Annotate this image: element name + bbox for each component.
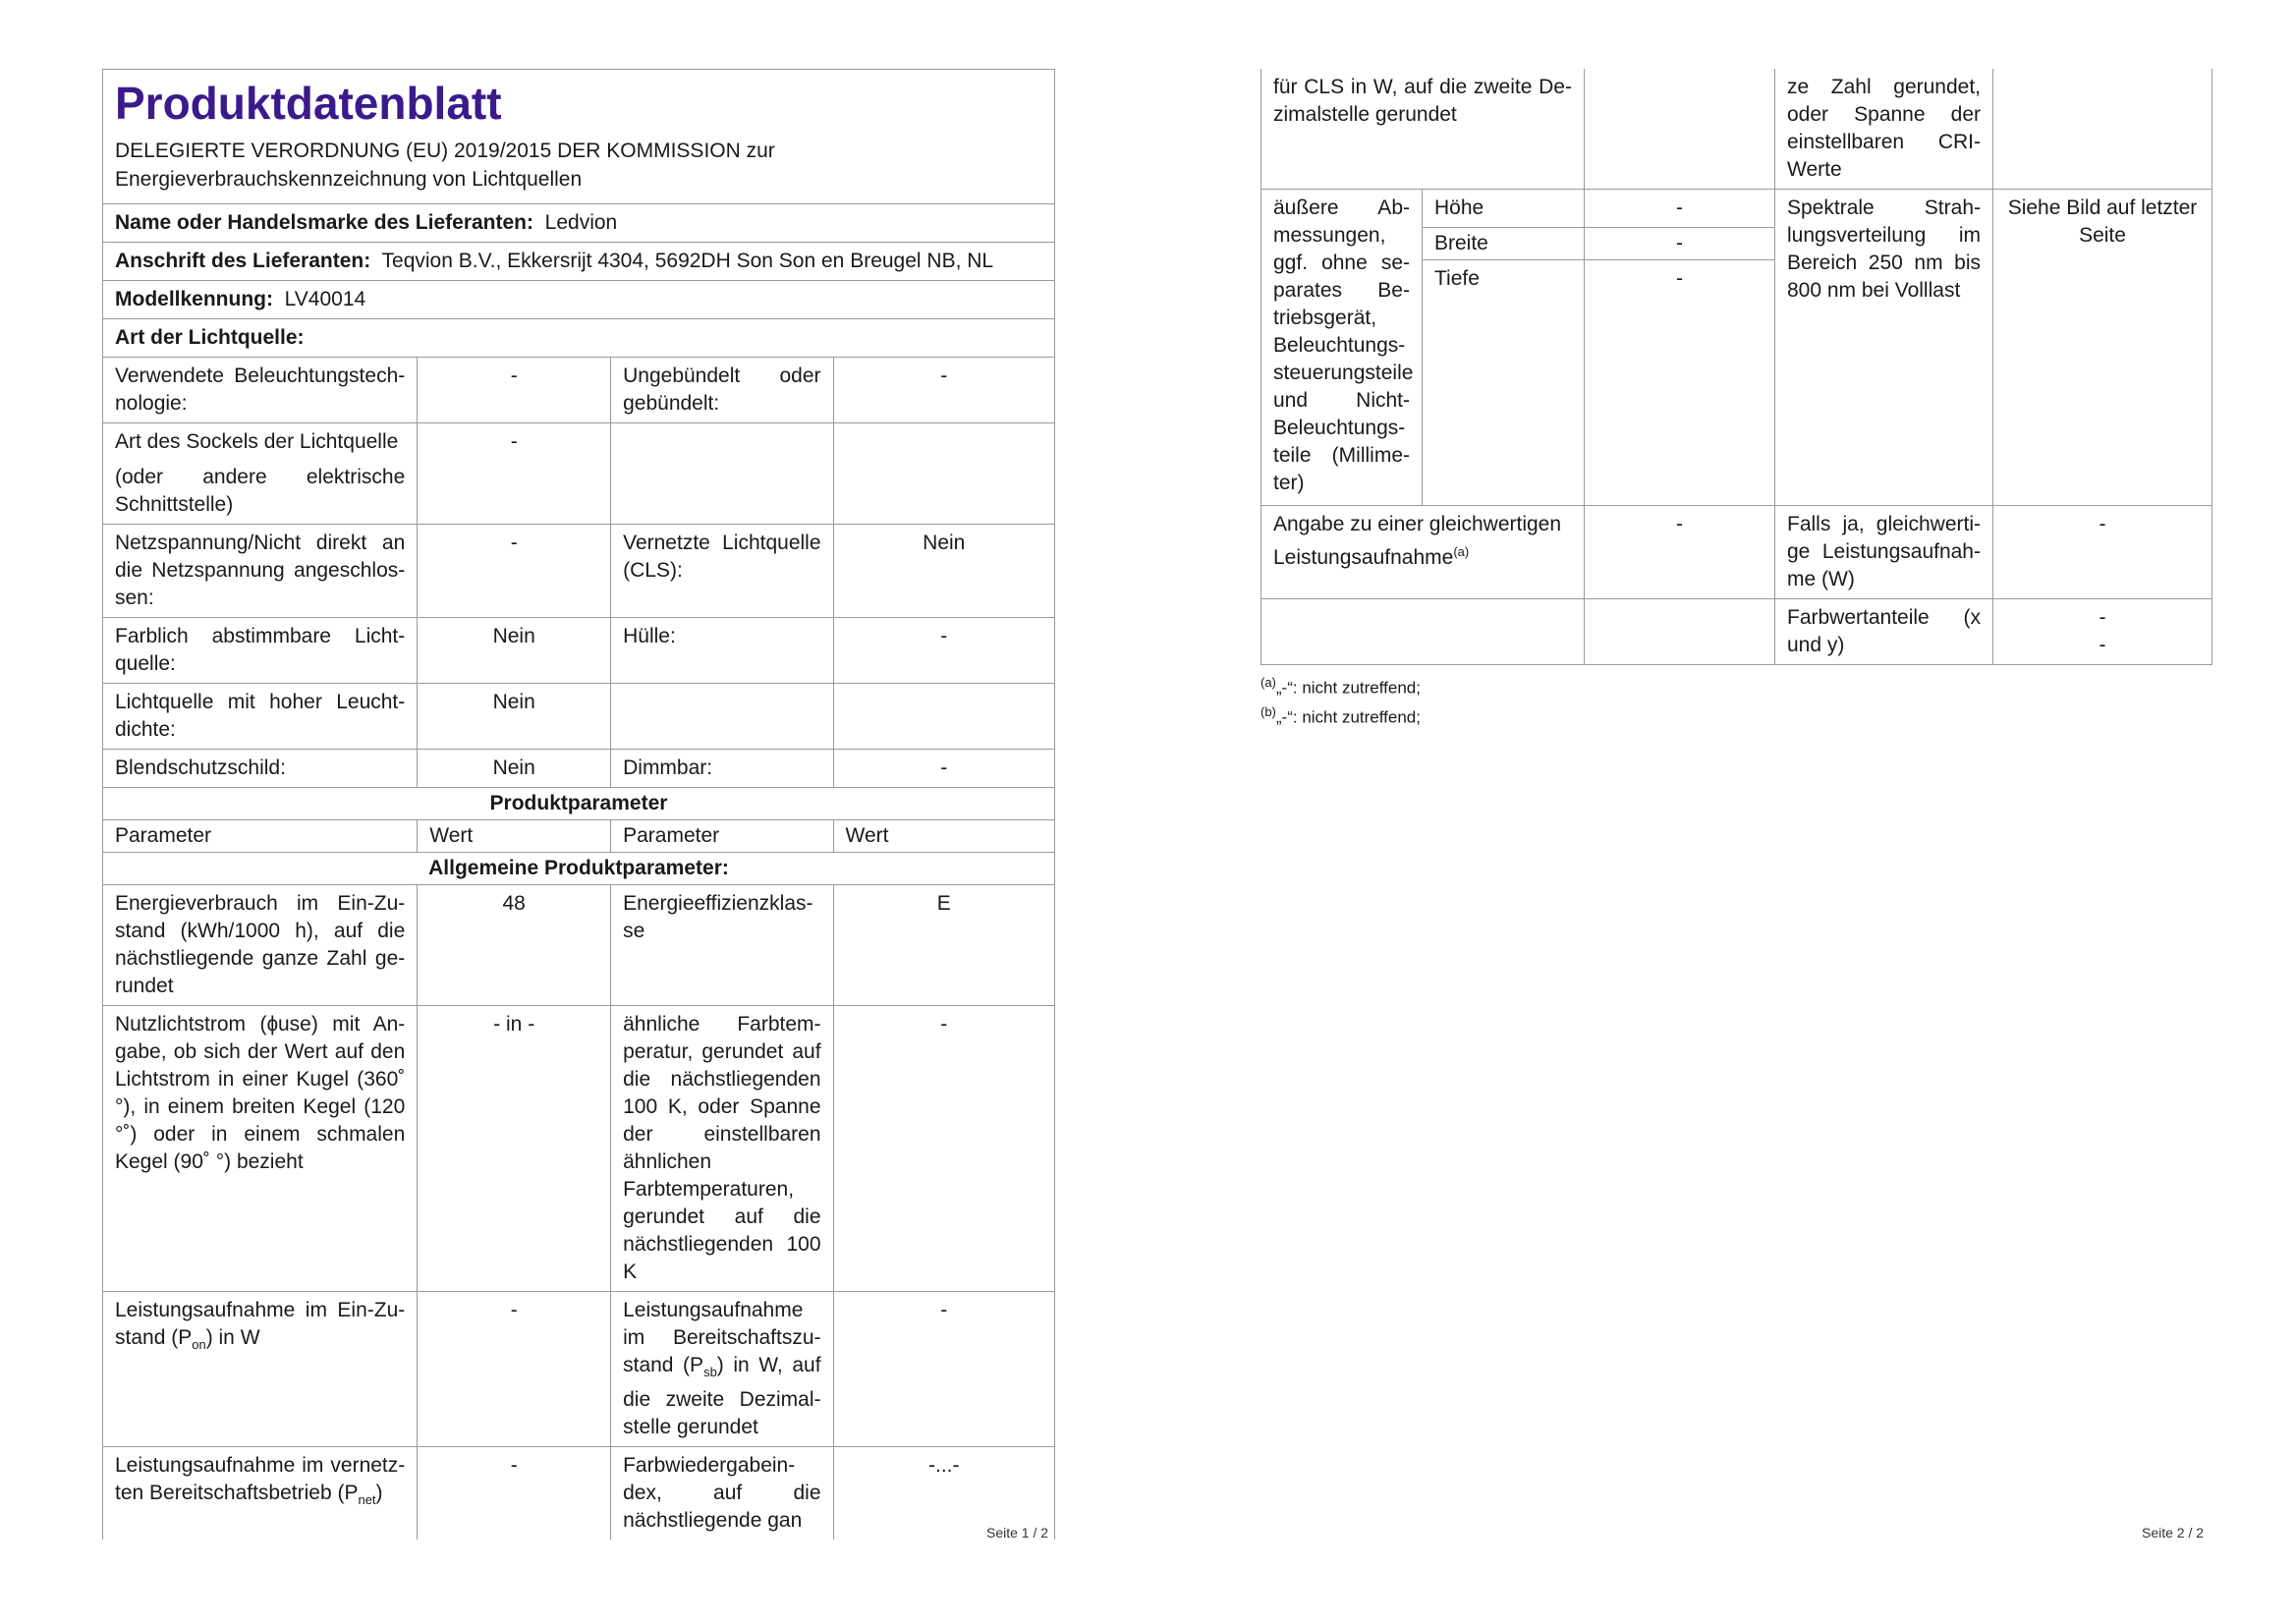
- width-label: Breite: [1423, 228, 1585, 260]
- datasheet-table-continued: [1260, 69, 2212, 665]
- header-cell: [103, 70, 1055, 204]
- table-row: [1261, 506, 2212, 599]
- datasheet-table: [102, 69, 1055, 1540]
- column-header: Wert: [833, 820, 1054, 853]
- column-header: Wert: [418, 820, 611, 853]
- cell-label: [103, 423, 418, 525]
- model-row: [103, 281, 1055, 319]
- cell-label: Vernetzte Lichtquelle (CLS):: [611, 525, 833, 618]
- page-2: [1260, 69, 2212, 729]
- table-row: [103, 423, 1055, 525]
- section-heading-product-parameters: Produktparameter: [103, 788, 1055, 820]
- regulation-subtitle: DELEGIERTE VERORDNUNG (EU) 2019/2015 DER KOMMISSION zur Energieverbrauchskennzeichnung von Lichtquellen: [115, 140, 775, 191]
- cell-value: - in -: [418, 1006, 611, 1292]
- empty-cell: [1585, 69, 1775, 190]
- cell-value: -: [833, 750, 1054, 788]
- standby-subscript: sb: [703, 1365, 717, 1380]
- net-standby-suffix: ): [375, 1482, 383, 1505]
- table-row: [1261, 599, 2212, 665]
- standby-unit: ) in W, auf die zweite Dezimalstelle gerundet: [623, 1354, 821, 1439]
- supplier-address-row: [103, 243, 1055, 281]
- cell-label: Dimmbar:: [611, 750, 833, 788]
- cell-value: Nein: [418, 618, 611, 684]
- footnote-a-marker: (a): [1260, 675, 1276, 690]
- cell-value: -: [833, 1292, 1054, 1447]
- empty-cell: [1993, 69, 2212, 190]
- footnotes: [1260, 671, 2212, 729]
- socket-label: Art des Sockels der Lichtquelle: [115, 430, 399, 453]
- address-label: Anschrift des Lieferanten:: [115, 250, 371, 272]
- height-value: -: [1585, 190, 1775, 228]
- table-row: [103, 1006, 1055, 1292]
- footnote-marker: (a): [1453, 544, 1470, 559]
- cell-label: für CLS in W, auf die zweite Dezimalstelle gerundet: [1261, 69, 1585, 190]
- dimensions-label: äußere Abmessungen, ggf. ohne separates Betriebsgerät, Beleuchtungssteuerungsteile und Nicht-Beleuchtungsteile (Millimeter): [1261, 190, 1423, 506]
- section-heading-general: Allgemeine Produktparameter:: [103, 853, 1055, 885]
- cell-label: Farbwertanteile (x und y): [1775, 599, 1993, 665]
- power-on-label: Leistungsaufnahme im Ein-Zustand (P: [115, 1299, 406, 1349]
- light-type-label: Art der Lichtquelle:: [115, 326, 305, 349]
- net-standby-label: Leistungsaufnahme im vernetzten Bereitschaftsbetrieb (P: [115, 1454, 406, 1505]
- cell-label: Nutzlichtstrom (ɸuse) mit Angabe, ob sich der Wert auf den Lichtstrom in einer Kugel (360˚ °), in einem breiten Kegel (120 °˚) oder in einem schmalen Kegel (90˚ °) bezieht: [103, 1006, 418, 1292]
- cell-value: -: [833, 1006, 1054, 1292]
- height-label: Höhe: [1423, 190, 1585, 228]
- empty-cell: [611, 684, 833, 750]
- cell-value: [1993, 599, 2212, 665]
- cell-label: [103, 1292, 418, 1447]
- empty-cell: [1261, 599, 1585, 665]
- empty-cell: [833, 684, 1054, 750]
- table-row: [103, 885, 1055, 1006]
- cell-label: ze Zahl gerundet, oder Spanne der einstellbaren CRI-Werte: [1775, 69, 1993, 190]
- net-standby-subscript: net: [358, 1492, 376, 1508]
- chromaticity-x: -: [2099, 606, 2106, 629]
- cell-value: -: [418, 358, 611, 423]
- page-number: Seite 2 / 2: [2142, 1525, 2205, 1540]
- cell-label: Blendschutzschild:: [103, 750, 418, 788]
- footnote-b: [1260, 700, 2212, 730]
- table-row: [103, 358, 1055, 423]
- cell-label: Farblich abstimmbare Lichtquelle:: [103, 618, 418, 684]
- footnote-b-text: „-“: nicht zutreffend;: [1275, 707, 1421, 727]
- cell-value: -: [833, 358, 1054, 423]
- cell-value: -: [1993, 506, 2212, 599]
- cell-label: Farbwiedergabeindex, auf die nächstliegende gan: [611, 1447, 833, 1540]
- cell-label: Verwendete Beleuchtungstechnologie:: [103, 358, 418, 423]
- table-row: [103, 1292, 1055, 1447]
- table-row: [1261, 69, 2212, 190]
- cell-label: [103, 1447, 418, 1540]
- cell-label: Netzspannung/Nicht direkt an die Netzspannung angeschlossen:: [103, 525, 418, 618]
- standby-label: Leistungsaufnahme im Bereitschaftszustand (P: [623, 1299, 821, 1376]
- footnote-a-text: „-“: nicht zutreffend;: [1275, 678, 1421, 698]
- supplier-name-row: [103, 204, 1055, 243]
- cell-value: -: [1585, 506, 1775, 599]
- column-header: Parameter: [611, 820, 833, 853]
- cell-label: Energieverbrauch im Ein-Zustand (kWh/1000 h), auf die nächstliegende ganze Zahl gerundet: [103, 885, 418, 1006]
- address-value: Teqvion B.V., Ekkersrijt 4304, 5692DH Son Son en Breugel NB, NL: [381, 250, 994, 272]
- socket-note: (oder andere elektrische Schnittstelle): [115, 466, 406, 516]
- spectral-label: Spektrale Strahlungsverteilung im Bereich 250 nm bis 800 nm bei Volllast: [1775, 190, 1993, 506]
- cell-value: Nein: [418, 750, 611, 788]
- page-1: [102, 69, 1055, 1540]
- cell-label: ähnliche Farbtemperatur, gerundet auf die nächstliegenden 100 K, oder Spanne der einstellbaren ähnlichen Farbtemperaturen, gerundet auf die nächstliegenden 100 K: [611, 1006, 833, 1292]
- footnote-b-marker: (b): [1260, 703, 1276, 719]
- cell-value: -...-: [833, 1447, 1054, 1540]
- empty-cell: [1585, 599, 1775, 665]
- table-row: [103, 525, 1055, 618]
- cell-label: Hülle:: [611, 618, 833, 684]
- column-header: Parameter: [103, 820, 418, 853]
- supplier-name-value: Ledvion: [544, 211, 618, 234]
- chromaticity-y: -: [2099, 634, 2106, 656]
- cell-value: -: [833, 618, 1054, 684]
- table-row: [1261, 190, 2212, 228]
- power-on-unit: ) in W: [205, 1326, 260, 1349]
- cell-label: Lichtquelle mit hoher Leuchtdichte:: [103, 684, 418, 750]
- cell-value: 48: [418, 885, 611, 1006]
- model-label: Modellkennung:: [115, 288, 273, 310]
- cell-value: -: [418, 525, 611, 618]
- page-number: Seite 1 / 2: [986, 1525, 1049, 1540]
- cell-value: -: [418, 1292, 611, 1447]
- table-row: [103, 618, 1055, 684]
- document-title: Produktdatenblatt: [115, 78, 502, 129]
- width-value: -: [1585, 228, 1775, 260]
- empty-cell: [833, 423, 1054, 525]
- table-row: [103, 750, 1055, 788]
- depth-value: -: [1585, 260, 1775, 506]
- equivalent-power-label: Angabe zu einer gleichwertigen Leistungsaufnahme: [1273, 513, 1562, 569]
- cell-value: Nein: [418, 684, 611, 750]
- cell-label: [611, 1292, 833, 1447]
- cell-label: [1261, 506, 1585, 599]
- depth-label: Tiefe: [1423, 260, 1585, 506]
- table-row: [103, 684, 1055, 750]
- power-on-subscript: on: [192, 1337, 206, 1353]
- cell-value: E: [833, 885, 1054, 1006]
- light-type-row: [103, 319, 1055, 358]
- table-row: [103, 1447, 1055, 1540]
- cell-value: Nein: [833, 525, 1054, 618]
- cell-label: Energieeffizienzklasse: [611, 885, 833, 1006]
- empty-cell: [611, 423, 833, 525]
- cell-value: -: [418, 423, 611, 525]
- model-value: LV40014: [284, 288, 366, 310]
- cell-label: Falls ja, gleichwertige Leistungsaufnahme (W): [1775, 506, 1993, 599]
- footnote-a: [1260, 671, 2212, 700]
- spectral-value: Siehe Bild auf letzter Seite: [1993, 190, 2212, 506]
- cell-label: Ungebündelt oder gebündelt:: [611, 358, 833, 423]
- supplier-name-label: Name oder Handelsmarke des Lieferanten:: [115, 211, 533, 234]
- column-header-row: [103, 820, 1055, 853]
- cell-value: -: [418, 1447, 611, 1540]
